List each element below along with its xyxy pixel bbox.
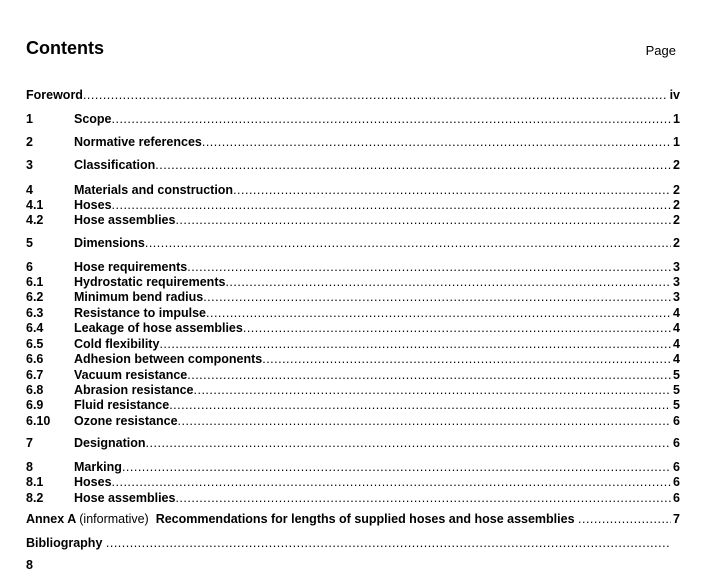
toc-title: Minimum bend radius ..... (74, 290, 680, 304)
toc-entry-foreword[interactable] (26, 88, 680, 102)
page-number: 8 (26, 558, 33, 572)
toc-page: 3 (673, 260, 680, 274)
toc-page: 6 (673, 436, 680, 450)
toc-title: Scope ..... (74, 112, 680, 126)
toc-page: 6 (673, 475, 680, 489)
toc-title: Hose requirements ..... (74, 260, 680, 274)
toc-page: 6 (673, 460, 680, 474)
toc-entry[interactable] (26, 321, 680, 335)
toc-entry-bibliography[interactable] (26, 536, 670, 550)
toc-number: 1 (26, 112, 33, 126)
toc-entry[interactable] (26, 183, 680, 197)
toc-title: Materials and construction ..... (74, 183, 680, 197)
toc-number: 6.4 (26, 321, 44, 335)
toc-page: 6 (673, 414, 680, 428)
toc-title: Fluid resistance ..... (74, 398, 680, 412)
toc-entry[interactable] (26, 352, 680, 366)
toc-page: 2 (673, 198, 680, 212)
toc-title: Foreword ..... (26, 88, 680, 102)
toc-number: 7 (26, 436, 33, 450)
toc-page: 2 (673, 183, 680, 197)
toc-page: 5 (673, 383, 680, 397)
toc-title: Resistance to impulse ..... (74, 306, 680, 320)
toc-title: Dimensions ..... (74, 236, 680, 250)
toc-page: 4 (673, 337, 680, 351)
toc-title: Hydrostatic requirements ..... (74, 275, 680, 289)
toc-title: Vacuum resistance ..... (74, 368, 680, 382)
toc-entry-annex-a[interactable] (26, 512, 680, 526)
toc-title: Annex A (informative) Recommendations for lengths of supplied hoses and hose assemblies ..... (26, 512, 680, 526)
page-column-header: Page (645, 43, 676, 58)
toc-entry[interactable] (26, 112, 680, 126)
toc-entry[interactable] (26, 414, 680, 428)
toc-number: 8.2 (26, 491, 44, 505)
toc-title: Hose assemblies ..... (74, 491, 680, 505)
toc-title: Marking ..... (74, 460, 680, 474)
toc-page: 2 (673, 158, 680, 172)
toc-page: 4 (673, 352, 680, 366)
toc-entry[interactable] (26, 383, 680, 397)
toc-title: Leakage of hose assemblies ..... (74, 321, 680, 335)
toc-number: 3 (26, 158, 33, 172)
page-title: Contents (26, 38, 104, 58)
toc-title: Normative references ..... (74, 135, 680, 149)
toc-title: Cold flexibility ..... (74, 337, 680, 351)
toc-entry[interactable] (26, 275, 680, 289)
toc-number: 6.6 (26, 352, 44, 366)
toc-number: 6.2 (26, 290, 44, 304)
toc-entry[interactable] (26, 436, 680, 450)
toc-title: Classification ..... (74, 158, 680, 172)
toc-number: 6.8 (26, 383, 44, 397)
toc-entry[interactable] (26, 398, 680, 412)
toc-page: 3 (673, 290, 680, 304)
toc-entry[interactable] (26, 475, 680, 489)
toc-page: 5 (673, 398, 680, 412)
toc-number: 6.10 (26, 414, 51, 428)
toc-entry[interactable] (26, 260, 680, 274)
toc-number: 5 (26, 236, 33, 250)
toc-number: 4.1 (26, 198, 44, 212)
toc-page: 2 (673, 236, 680, 250)
toc-page: 6 (673, 491, 680, 505)
toc-page: 1 (673, 112, 680, 126)
toc-entry[interactable] (26, 460, 680, 474)
toc-page: 7 (673, 512, 680, 526)
toc-number: 8.1 (26, 475, 44, 489)
toc-number: 6.9 (26, 398, 44, 412)
toc-title: Hose assemblies ..... (74, 213, 680, 227)
toc-entry[interactable] (26, 337, 680, 351)
toc-title: Ozone resistance ..... (74, 414, 680, 428)
toc-number: 8 (26, 460, 33, 474)
toc-entry[interactable] (26, 213, 680, 227)
toc-entry[interactable] (26, 135, 680, 149)
toc-number: 6.3 (26, 306, 44, 320)
toc-number: 6.1 (26, 275, 44, 289)
toc-title: Designation ..... (74, 436, 680, 450)
toc-page: 5 (673, 368, 680, 382)
toc-title: Bibliography ..... (26, 536, 670, 550)
toc-entry[interactable] (26, 158, 680, 172)
toc-entry[interactable] (26, 236, 680, 250)
toc-title: Hoses ..... (74, 198, 680, 212)
toc-title: Abrasion resistance ..... (74, 383, 680, 397)
toc-number: 4 (26, 183, 33, 197)
toc-number: 4.2 (26, 213, 44, 227)
toc-page: 4 (673, 321, 680, 335)
toc-entry[interactable] (26, 290, 680, 304)
toc-entry[interactable] (26, 306, 680, 320)
toc-page: 1 (673, 135, 680, 149)
toc-title: Hoses ..... (74, 475, 680, 489)
toc-number: 6.5 (26, 337, 44, 351)
toc-entry[interactable] (26, 198, 680, 212)
toc-entry[interactable] (26, 368, 680, 382)
toc-entry[interactable] (26, 491, 680, 505)
toc-page: 4 (673, 306, 680, 320)
toc-number: 2 (26, 135, 33, 149)
toc-page: 2 (673, 213, 680, 227)
toc-number: 6.7 (26, 368, 44, 382)
toc-number: 6 (26, 260, 33, 274)
toc-title: Adhesion between components ..... (74, 352, 680, 366)
toc-page: 3 (673, 275, 680, 289)
toc-page: iv (669, 88, 680, 102)
